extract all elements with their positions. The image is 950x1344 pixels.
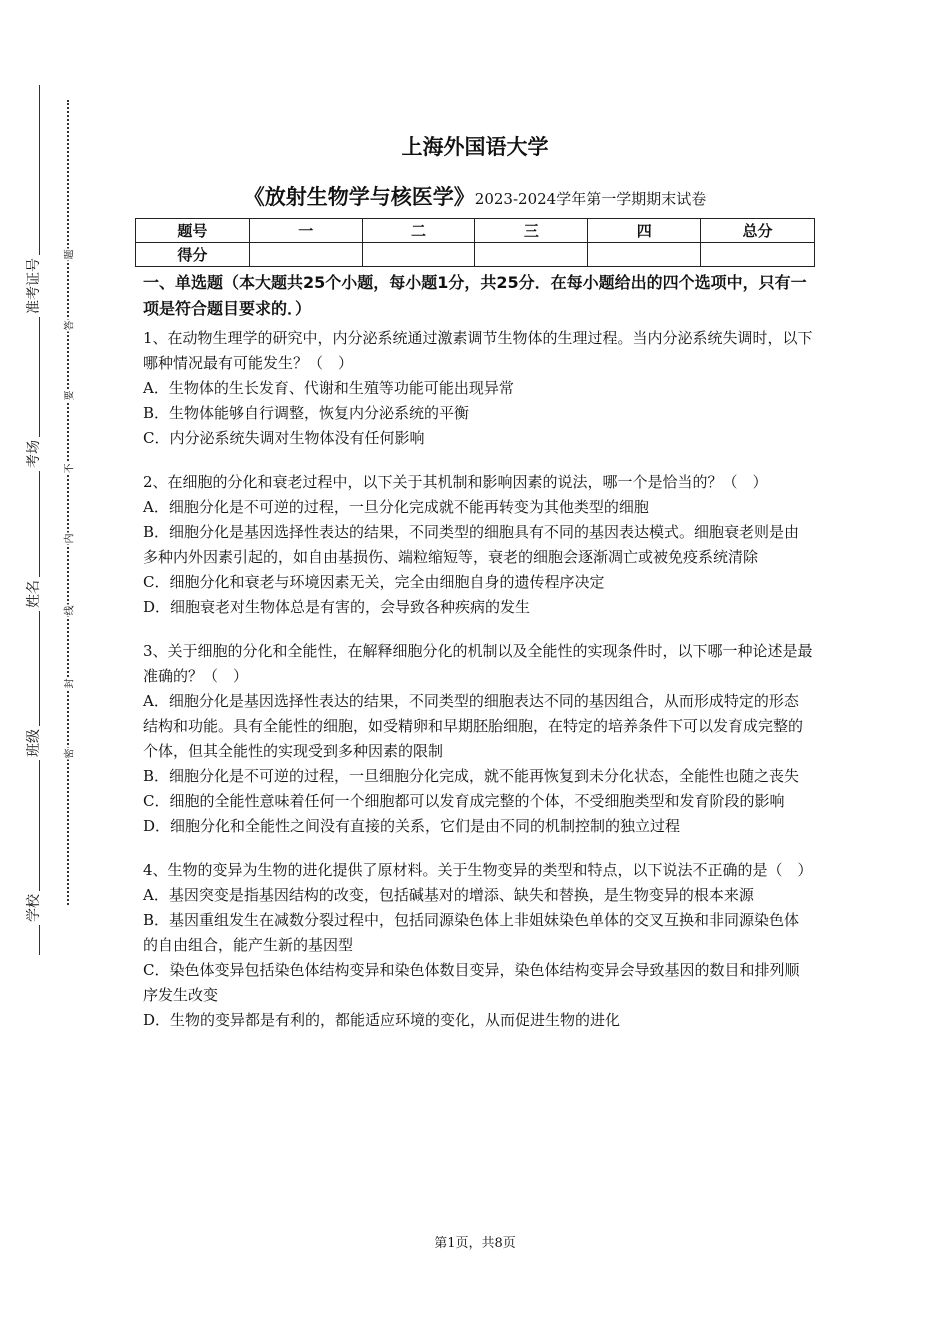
score-cell (475, 243, 588, 267)
option-c: C．细胞分化和衰老与环境因素无关，完全由细胞自身的遗传程序决定 (143, 573, 605, 591)
dotted-char: 线 (61, 605, 76, 617)
option-b: B．生物体能够自行调整，恢复内分泌系统的平衡 (143, 404, 470, 422)
score-cell (588, 243, 701, 267)
score-table (135, 218, 815, 267)
university-title: 上海外国语大学 (401, 135, 549, 159)
dotted-char: 封 (61, 678, 76, 690)
option-a: A．基因突变是指基因结构的改变，包括碱基对的增添、缺失和替换，是生物变异的根本来源 (143, 886, 754, 904)
option-a: A．细胞分化是不可逆的过程，一旦分化完成就不能再转变为其他类型的细胞 (143, 498, 649, 516)
score-header-cell: 二 (362, 219, 475, 243)
exam-subtitle (0, 181, 950, 211)
dotted-char: 题 (61, 249, 76, 261)
option-a: A．细胞分化是基因选择性表达的结果，不同类型的细胞表达不同的基因组合，从而形成特定的形态结构和功能。具有全能性的细胞，如受精卵和早期胚胎细胞，在特定的培养条件下可以发育成完整的个体，但其全能性的实现受到多种因素的限制 (143, 692, 804, 760)
question-2 (143, 470, 813, 620)
question-3 (143, 639, 813, 839)
option-c: C．细胞的全能性意味着任何一个细胞都可以发育成完整的个体，不受细胞类型和发育阶段的影响 (143, 792, 785, 810)
exam-content (143, 270, 813, 1052)
score-header-cell: 题号 (136, 219, 250, 243)
score-cell (362, 243, 475, 267)
course-name: 《放射生物学与核医学》 (243, 185, 475, 209)
question-stem: 3、关于细胞的分化和全能性，在解释细胞分化的机制以及全能性的实现条件时，以下哪一种论述是最准确的？（ ） (143, 642, 813, 685)
dotted-char: 不 (61, 463, 76, 475)
exam-term: 2023-2024学年第一学期期末试卷 (474, 190, 707, 208)
question-stem: 1、在动物生理学的研究中，内分泌系统通过激素调节生物体的生理过程。当内分泌系统失调时，以下哪种情况最有可能发生？（ ） (143, 329, 813, 372)
score-header-cell: 一 (249, 219, 362, 243)
question-4 (143, 858, 813, 1033)
binding-label-school: 学校 (23, 891, 43, 925)
page-footer: 第1页，共8页 (434, 1236, 516, 1251)
score-row-label: 得分 (136, 243, 250, 267)
score-header-cell: 三 (475, 219, 588, 243)
binding-dotted-line (67, 100, 69, 905)
question-stem: 2、在细胞的分化和衰老过程中，以下关于其机制和影响因素的说法，哪一个是恰当的？（ ） (143, 473, 768, 491)
score-header-cell: 总分 (701, 219, 815, 243)
score-cell (249, 243, 362, 267)
score-header-cell: 四 (588, 219, 701, 243)
option-d: D．细胞分化和全能性之间没有直接的关系，它们是由不同的机制控制的独立过程 (143, 817, 681, 835)
score-table-score-row (136, 243, 815, 267)
option-b: B．细胞分化是基因选择性表达的结果，不同类型的细胞具有不同的基因表达模式。细胞衰老则是由多种内外因素引起的，如自由基损伤、端粒缩短等，衰老的细胞会逐渐凋亡或被免疫系统清除 (143, 523, 800, 566)
option-b: B．细胞分化是不可逆的过程，一旦细胞分化完成，就不能再恢复到未分化状态，全能性也随之丧失 (143, 767, 800, 785)
binding-label-exam-room: 考场 (23, 437, 43, 471)
binding-label-exam-id: 准考证号 (23, 255, 43, 317)
binding-label-name: 姓名 (23, 577, 43, 611)
question-stem: 4、生物的变异为生物的进化提供了原材料。关于生物变异的类型和特点，以下说法不正确的是（ ） (143, 861, 813, 879)
option-d: D．生物的变异都是有利的，都能适应环境的变化，从而促进生物的进化 (143, 1011, 621, 1029)
question-1 (143, 326, 813, 451)
dotted-char: 答 (61, 320, 76, 332)
section-title: 一、单选题（本大题共25个小题，每小题1分，共25分．在每小题给出的四个选项中，只有一项是符合题目要求的．） (143, 273, 807, 318)
dotted-char: 要 (61, 390, 76, 402)
score-cell (701, 243, 815, 267)
option-a: A．生物体的生长发育、代谢和生殖等功能可能出现异常 (143, 379, 514, 397)
dotted-char: 密 (61, 748, 76, 760)
option-b: B．基因重组发生在减数分裂过程中，包括同源染色体上非姐妹染色单体的交叉互换和非同源染色体的自由组合，能产生新的基因型 (143, 911, 800, 954)
score-table-header-row (136, 219, 815, 243)
dotted-char: 内 (61, 533, 76, 545)
option-c: C．内分泌系统失调对生物体没有任何影响 (143, 429, 425, 447)
binding-solid-line (39, 85, 41, 955)
option-d: D．细胞衰老对生物体总是有害的，会导致各种疾病的发生 (143, 598, 531, 616)
binding-label-class: 班级 (23, 726, 43, 760)
option-c: C．染色体变异包括染色体结构变异和染色体数目变异，染色体结构变异会导致基因的数目和排列顺序发生改变 (143, 961, 800, 1004)
